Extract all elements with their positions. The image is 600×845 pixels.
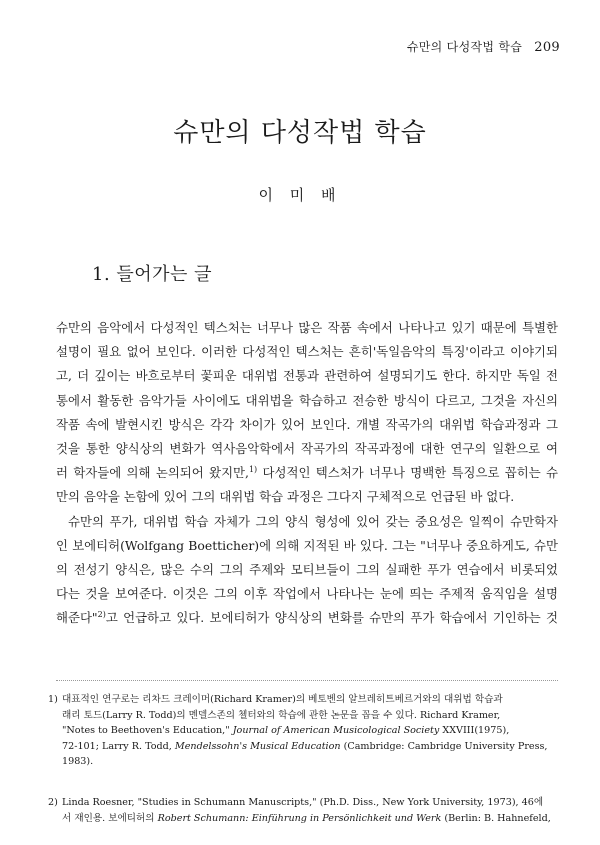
footnote-text: 서 재인용. 보에티허의 xyxy=(62,812,155,824)
footnote-divider xyxy=(56,680,558,681)
footnote-line xyxy=(48,739,558,755)
body-text xyxy=(56,316,558,630)
body-line: 설명이 필요 없어 보인다. 이러한 다성적인 텍스처는 흔히'독일음악의 특징'이라고 이야기되 xyxy=(56,344,558,360)
article-title: 슈만의 다성작법 학습 xyxy=(173,118,427,148)
body-line: 의 전성기 양식은, 많은 수의 그의 주제와 모티브들이 그의 실패한 푸가 연습에서 비롯되었 xyxy=(56,561,558,577)
footnote-text: "Notes to Beethoven's Education," xyxy=(62,725,230,736)
footnote-line: 래리 토드(Larry R. Todd)의 멘델스존의 첼터와의 학습에 관한 논문을 꼽을 수 있다. Richard Kramer, xyxy=(62,709,501,721)
footnote-line xyxy=(48,692,558,708)
footnote-text: 대표적인 연구로는 리차드 크레이머(Richard Kramer)의 베토벤의 알브레히트베르거와의 대위법 학습과 xyxy=(62,694,503,705)
book-title: Mendelssohn's Musical Education xyxy=(174,740,341,752)
body-line: 인 보에티허(Wolfgang Boetticher)에 의해 지적된 바 있다. 그는 "너무나 중요하게도, 슈만 xyxy=(56,537,558,553)
body-text-segment: 고 언급하고 있다. 보에티허가 양식상의 변화를 슈만의 푸가 학습에서 기인하는 것 xyxy=(105,610,558,626)
body-text-segment: 해준다" xyxy=(56,610,98,626)
running-title: 슈만의 다성작법 학습 xyxy=(406,40,523,54)
body-line: 통에서 활동한 음악가들 사이에도 대위법을 학습하고 전승한 방식이 다르고, 그것을 자신의 xyxy=(56,392,558,408)
footnote-ref[interactable]: 2) xyxy=(97,610,106,620)
footnote-text: XXVIII(1975), xyxy=(439,725,510,736)
body-text-segment: 러 학자들에 의해 논의되어 왔지만, xyxy=(56,465,249,481)
footnote-1 xyxy=(48,692,558,770)
footnote-text: (Cambridge: Cambridge University Press, xyxy=(340,740,548,752)
book-title: Robert Schumann: Einführung in Persönlichkeit und Werk xyxy=(157,812,442,824)
body-line: 슈만의 푸가, 대위법 학습 자체가 그의 양식 형성에 있어 갖는 중요성은 일찍이 슈만학자 xyxy=(68,513,558,529)
footnote-text: (Berlin: B. Hahnefeld, xyxy=(441,812,551,824)
footnote-line xyxy=(48,723,558,739)
body-line: 작품 속에 발현시킨 방식은 각각 차이가 있어 보인다. 개별 작곡가의 대위법 학습과정과 그 xyxy=(56,416,558,432)
body-line: 만의 음악을 논함에 있어 그의 대위법 학습 과정은 그다지 구체적으로 언급된 바 없다. xyxy=(56,489,515,505)
body-line: 다는 것을 보여준다. 이것은 그의 이후 작업에서 나타나는 눈에 띄는 주제적 움직임을 설명 xyxy=(56,586,558,602)
footnote-text: Linda Roesner, "Studies in Schumann Manuscripts," (Ph.D. Diss., New York University, 1973), 46에 xyxy=(62,797,544,808)
footnote-line: 1983). xyxy=(62,756,94,767)
body-line: 슈만의 음악에서 다성적인 텍스처는 너무나 많은 작품 속에서 나타나고 있기 때문에 특별한 xyxy=(56,320,558,335)
body-line xyxy=(56,461,558,485)
footnote-line xyxy=(48,795,558,811)
footnote-number: 2) xyxy=(48,797,58,808)
body-line: 고, 더 깊이는 바흐로부터 꽃피운 대위법 전통과 관련하여 설명되기도 한다. 하지만 독일 전 xyxy=(56,368,558,384)
page-number: 209 xyxy=(534,40,560,55)
footnote-text: 72-101; Larry R. Todd, xyxy=(62,740,172,752)
section-heading: 1. 들어가는 글 xyxy=(92,264,213,285)
footnote-ref[interactable]: 1) xyxy=(248,465,258,474)
article-author: 이 미 배 xyxy=(258,186,342,204)
footnote-number: 1) xyxy=(48,694,58,705)
body-text-segment: 다성적인 텍스처가 너무나 명백한 특징으로 꼽히는 슈 xyxy=(257,465,558,481)
body-line: 것을 통한 양식상의 변화가 역사음악학에서 작곡가의 작곡과정에 대한 연구의 일환으로 여 xyxy=(56,440,558,456)
body-line xyxy=(56,606,558,630)
footnote-line xyxy=(48,811,558,827)
footnote-2 xyxy=(48,795,558,826)
running-header xyxy=(407,38,560,55)
journal-title: Journal of American Musicological Society xyxy=(232,725,440,736)
